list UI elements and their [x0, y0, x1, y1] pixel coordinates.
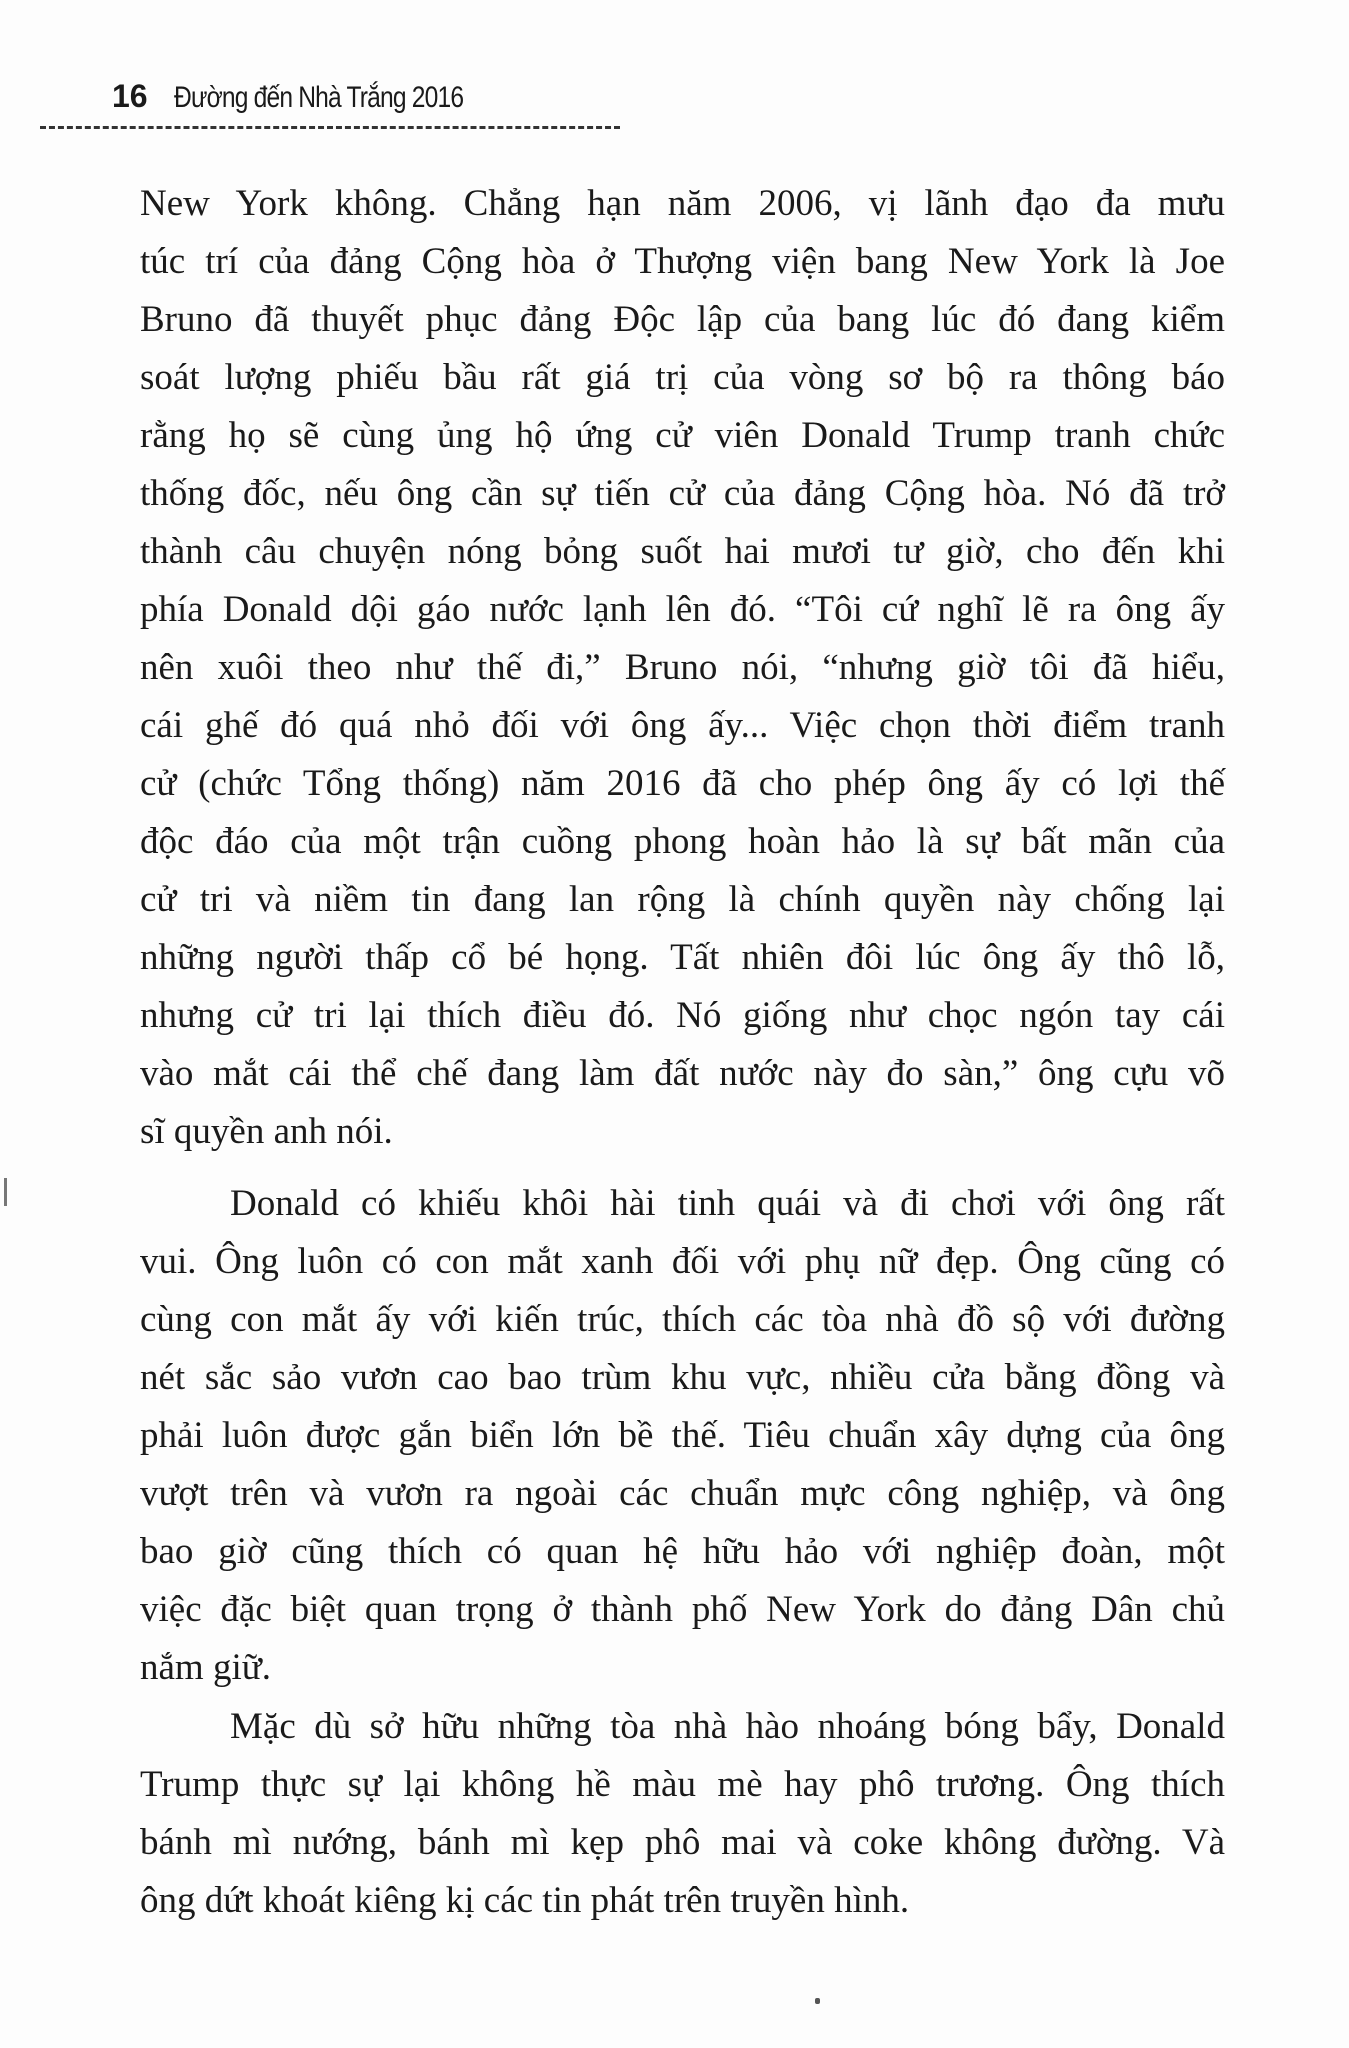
text-line: ông dứt khoát kiêng kị các tin phát trên truyền hình. — [140, 1880, 910, 1921]
text-line: rằng họ sẽ cùng ủng hộ ứng cử viên Donald Trump tranh chức — [140, 415, 1225, 456]
text-line: bao giờ cũng thích có quan hệ hữu hảo với nghiệp đoàn, một — [140, 1531, 1225, 1572]
running-header — [112, 78, 526, 115]
text-line: túc trí của đảng Cộng hòa ở Thượng viện bang New York là Joe — [140, 241, 1225, 282]
text-line: Trump thực sự lại không hề màu mè hay phô trương. Ông thích — [140, 1764, 1225, 1805]
text-line: nhưng cử tri lại thích điều đó. Nó giống như chọc ngón tay cái — [140, 995, 1225, 1036]
text-line: độc đáo của một trận cuồng phong hoàn hảo là sự bất mãn của — [140, 821, 1225, 862]
text-line: soát lượng phiếu bầu rất giá trị của vòng sơ bộ ra thông báo — [140, 357, 1225, 398]
text-line: sĩ quyền anh nói. — [140, 1111, 393, 1152]
text-line: phía Donald dội gáo nước lạnh lên đó. “Tôi cứ nghĩ lẽ ra ông ấy — [140, 589, 1225, 630]
book-title: Đường đến Nhà Trắng 2016 — [173, 81, 463, 114]
page-number: 16 — [112, 78, 148, 114]
text-line: cử tri và niềm tin đang lan rộng là chính quyền này chống lại — [140, 879, 1225, 920]
text-line: vui. Ông luôn có con mắt xanh đối với phụ nữ đẹp. Ông cũng có — [140, 1241, 1225, 1282]
text-line: nắm giữ. — [140, 1647, 272, 1688]
text-line: bánh mì nướng, bánh mì kẹp phô mai và coke không đường. Và — [140, 1822, 1225, 1863]
text-line: cái ghế đó quá nhỏ đối với ông ấy... Việc chọn thời điểm tranh — [140, 705, 1225, 746]
text-line: thành câu chuyện nóng bỏng suốt hai mươi tư giờ, cho đến khi — [140, 531, 1225, 572]
scan-speck — [815, 1998, 820, 2004]
text-line: cử (chức Tổng thống) năm 2016 đã cho phép ông ấy có lợi thế — [140, 763, 1225, 804]
text-line: việc đặc biệt quan trọng ở thành phố New York do đảng Dân chủ — [140, 1589, 1225, 1630]
paragraph-3 — [140, 1698, 1225, 1930]
text-line: New York không. Chẳng hạn năm 2006, vị lãnh đạo đa mưu — [140, 183, 1225, 224]
text-line: Donald có khiếu khôi hài tinh quái và đi chơi với ông rất — [230, 1183, 1225, 1224]
paragraph-1 — [140, 175, 1225, 1161]
text-line: nét sắc sảo vươn cao bao trùm khu vực, nhiều cửa bằng đồng và — [140, 1357, 1225, 1398]
header-divider — [40, 126, 620, 129]
paragraph-2 — [140, 1175, 1225, 1697]
text-line: vượt trên và vươn ra ngoài các chuẩn mực công nghiệp, và ông — [140, 1473, 1225, 1514]
text-line: thống đốc, nếu ông cần sự tiến cử của đảng Cộng hòa. Nó đã trở — [140, 473, 1225, 514]
text-line: phải luôn được gắn biển lớn bề thế. Tiêu chuẩn xây dựng của ông — [140, 1415, 1225, 1456]
text-line: Bruno đã thuyết phục đảng Độc lập của bang lúc đó đang kiểm — [140, 299, 1225, 340]
text-line: cùng con mắt ấy với kiến trúc, thích các tòa nhà đồ sộ với đường — [140, 1299, 1225, 1340]
scan-edge-mark — [4, 1178, 7, 1206]
text-line: Mặc dù sở hữu những tòa nhà hào nhoáng bóng bẩy, Donald — [230, 1706, 1225, 1747]
text-line: những người thấp cổ bé họng. Tất nhiên đôi lúc ông ấy thô lỗ, — [140, 937, 1225, 978]
text-line: nên xuôi theo như thế đi,” Bruno nói, “nhưng giờ tôi đã hiểu, — [140, 647, 1225, 688]
text-line: vào mắt cái thể chế đang làm đất nước này đo sàn,” ông cựu võ — [140, 1053, 1225, 1094]
